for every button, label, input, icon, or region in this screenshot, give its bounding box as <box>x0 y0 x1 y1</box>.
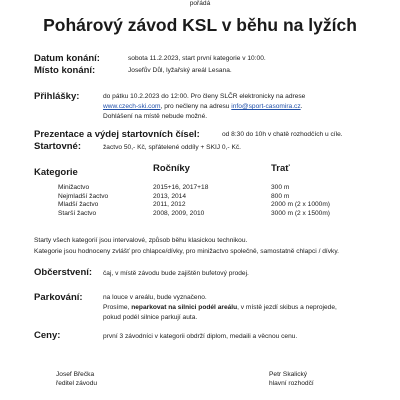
czech-ski-link[interactable]: www.czech-ski.com <box>103 103 161 110</box>
datum-value: sobota 11.2.2023, start první kategorie v 10:00. <box>128 55 266 62</box>
cell-trat: 3000 m (2 x 1500m) <box>271 209 331 217</box>
parkovani-pre: Prosíme, <box>103 304 130 311</box>
table-row <box>0 201 400 210</box>
parkovani-line2 <box>103 304 337 312</box>
prihlasky-line2 <box>103 103 303 111</box>
misto-value: Josefův Důl, lyžařský areál Lesana. <box>128 67 232 74</box>
table-header-kategorie: Kategorie <box>34 167 78 178</box>
obcerstveni-label: Občerstvení: <box>34 267 93 278</box>
parkovani-label: Parkování: <box>34 292 83 303</box>
prihlasky-line3: Dohlášení na místě nebude možné. <box>103 113 208 120</box>
table-header-rocniky: Ročníky <box>153 163 190 174</box>
prihlasky-line1: do pátku 10.2.2023 do 12:00. Pro členy SLČR elektronicky na adrese <box>103 93 306 100</box>
cell-trat: 2000 m (2 x 1000m) <box>271 201 331 208</box>
table-header-trat: Trať <box>271 163 290 174</box>
parkovani-line1: na louce v areálu, bude vyznačeno. <box>103 294 207 301</box>
category-table <box>0 184 400 218</box>
parkovani-line3: pokud podél silnice parkují auta. <box>103 314 198 321</box>
cell-rocniky: 2011, 2012 <box>153 201 186 208</box>
cell-rocniky: 2008, 2009, 2010 <box>153 209 205 217</box>
page-title: Pohárový závod KSL v běhu na lyžích <box>43 15 357 35</box>
table-row <box>0 193 400 202</box>
prihlasky-end-text: . <box>300 103 303 110</box>
prihlasky-label: Přihlášky: <box>34 91 80 102</box>
cell-kategorie: Nejmladší žactvo <box>58 192 109 200</box>
signature-right-name: Petr Skalický <box>269 371 308 378</box>
organizer-line: pořádá <box>189 0 211 7</box>
misto-label: Místo konání: <box>34 65 96 76</box>
table-row <box>0 210 400 219</box>
ceny-label: Ceny: <box>34 330 61 341</box>
ceny-value: první 3 závodníci v kategorii obdrží diplom, medaili a věcnou cenu. <box>103 333 298 340</box>
obcerstveni-value: čaj, v místě závodu bude zajištěn bufetový prodej. <box>103 270 249 277</box>
startovne-label: Startovné: <box>34 141 81 152</box>
prezentace-label: Prezentace a výdej startovních čísel: <box>34 129 200 140</box>
cell-rocniky: 2015+16, 2017+18 <box>153 184 209 191</box>
parkovani-post: , v místě jezdí skibus a neprojede, <box>237 304 337 311</box>
note-line-1: Starty všech kategorií jsou intervalové, způsob běhu klasickou technikou. <box>34 237 248 244</box>
email-link[interactable]: info@sport-casomira.cz <box>231 103 301 110</box>
table-row <box>0 184 400 193</box>
cell-rocniky: 2013, 2014 <box>153 192 187 200</box>
signature-left-name: Josef Břečka <box>56 371 95 378</box>
cell-kategorie: Starší žactvo <box>58 209 97 217</box>
signature-right-role: hlavní rozhodčí <box>269 380 314 387</box>
cell-trat: 300 m <box>271 184 290 191</box>
prezentace-value: od 8:30 do 10h v chatě rozhodčích u cíle. <box>222 131 343 138</box>
cell-kategorie: Mladší žactvo <box>58 201 99 208</box>
cell-trat: 800 m <box>271 192 290 200</box>
prihlasky-mid-text: , pro nečleny na adresu <box>160 103 230 110</box>
cell-kategorie: Minižactvo <box>58 184 90 191</box>
startovne-value: žactvo 50,- Kč, spřátelené oddíly + SKIJ 0,- Kč. <box>103 144 241 151</box>
datum-label: Datum konání: <box>34 53 100 64</box>
signature-left-role: ředitel závodu <box>56 380 98 387</box>
note-line-2: Kategorie jsou hodnoceny zvlášť pro chlapce/dívky, pro minižactvo společně, samostatně chlapci / dívky. <box>34 248 339 255</box>
parkovani-warning: neparkovat na silnici podél areálu <box>131 304 238 311</box>
